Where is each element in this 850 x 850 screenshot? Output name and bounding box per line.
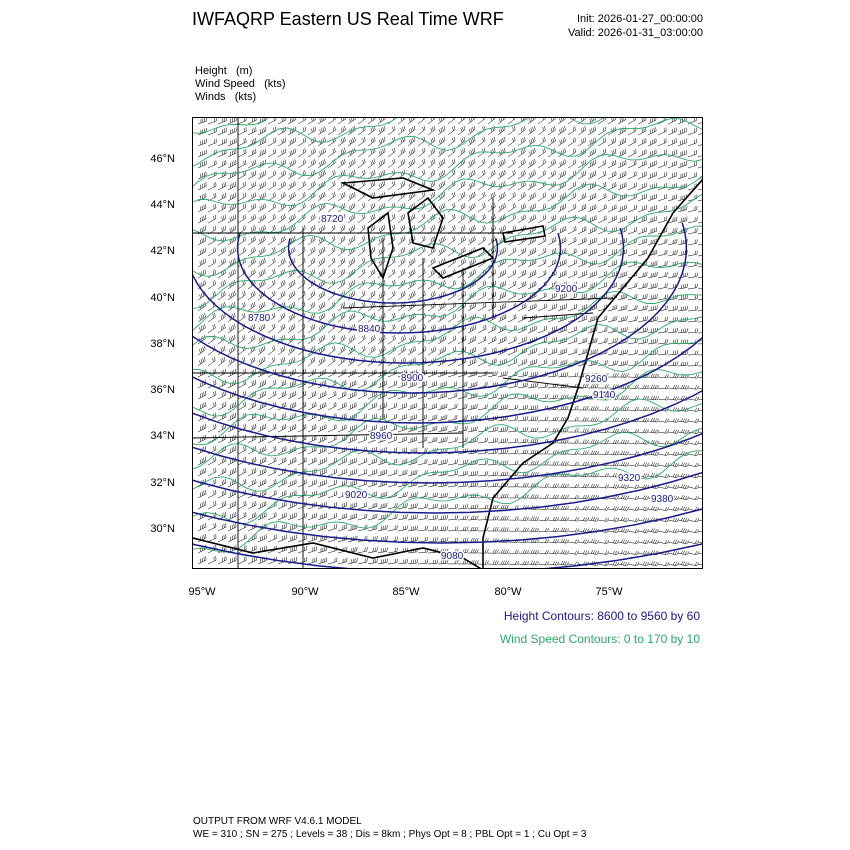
height-contour-line: [193, 207, 703, 483]
lat-tick-40n: 40°N: [150, 292, 175, 304]
height-contour-label: 8780: [248, 313, 271, 324]
wind-speed-contour-line: [193, 119, 703, 209]
lat-tick-46n: 46°N: [150, 153, 175, 165]
height-contour-line: [238, 233, 561, 333]
lake-ontario: [503, 226, 545, 242]
lat-tick-42n: 42°N: [150, 245, 175, 257]
height-contour-label: 9140: [593, 390, 616, 401]
height-contours-legend: Height Contours: 8600 to 9560 by 60: [503, 609, 700, 623]
map-canvas: [193, 118, 703, 569]
state-border: [193, 433, 463, 438]
height-contour-label: 8960: [370, 431, 393, 442]
lat-tick-34n: 34°N: [150, 430, 175, 442]
lon-tick-80w: 80°W: [494, 586, 522, 598]
height-contour-label: 9080: [441, 551, 464, 562]
lat-tick-32n: 32°N: [150, 477, 175, 489]
model-info-line1: OUTPUT FROM WRF V4.6.1 MODEL: [193, 816, 362, 827]
model-info-line2: WE = 310 ; SN = 275 ; Levels = 38 ; Dis = 8km ; Phys Opt = 8 ; PBL Opt = 1 ; Cu Opt = 3: [193, 829, 587, 840]
height-contour-label: 9200: [555, 284, 578, 295]
lon-tick-90w: 90°W: [291, 586, 319, 598]
lat-tick-30n: 30°N: [150, 523, 175, 535]
height-contour-label: 8840: [358, 324, 381, 335]
map-panel: [192, 117, 703, 569]
variable-wind-speed-label: Wind Speed (kts): [195, 78, 286, 90]
variable-winds-label: Winds (kts): [195, 91, 257, 103]
wind-speed-contour-line: [193, 118, 703, 133]
wind-speed-contour-line: [193, 313, 703, 417]
lon-tick-75w: 75°W: [595, 586, 623, 598]
height-contour-label: 9020: [345, 490, 368, 501]
height-contours: [193, 176, 703, 569]
variable-height-label: Height (m): [195, 65, 253, 77]
height-contour-label: 9320: [618, 473, 641, 484]
height-contour-label: 9380: [651, 494, 674, 505]
wind-speed-contours-legend: Wind Speed Contours: 0 to 170 by 10: [499, 632, 700, 646]
wind-speed-contours: [193, 118, 703, 552]
init-time: Init: 2026-01-27_00:00:00: [577, 13, 703, 25]
height-contour-label: 9260: [585, 374, 608, 385]
height-contour-line: [193, 212, 703, 453]
chart-title: IWFAQRP Eastern US Real Time WRF: [192, 9, 504, 29]
lon-tick-85w: 85°W: [392, 586, 420, 598]
lat-tick-38n: 38°N: [150, 338, 175, 350]
valid-time: Valid: 2026-01-31_03:00:00: [568, 27, 703, 39]
height-contour-label: 8720: [321, 214, 344, 225]
lat-tick-44n: 44°N: [150, 199, 175, 211]
lon-tick-95w: 95°W: [188, 586, 216, 598]
wind-speed-contour-line: [193, 337, 703, 445]
lat-tick-36n: 36°N: [150, 384, 175, 396]
height-contour-label: 8900: [401, 373, 424, 384]
lake-michigan: [368, 213, 393, 278]
lake-superior: [343, 178, 433, 198]
wind-speed-contour-line: [193, 118, 703, 169]
